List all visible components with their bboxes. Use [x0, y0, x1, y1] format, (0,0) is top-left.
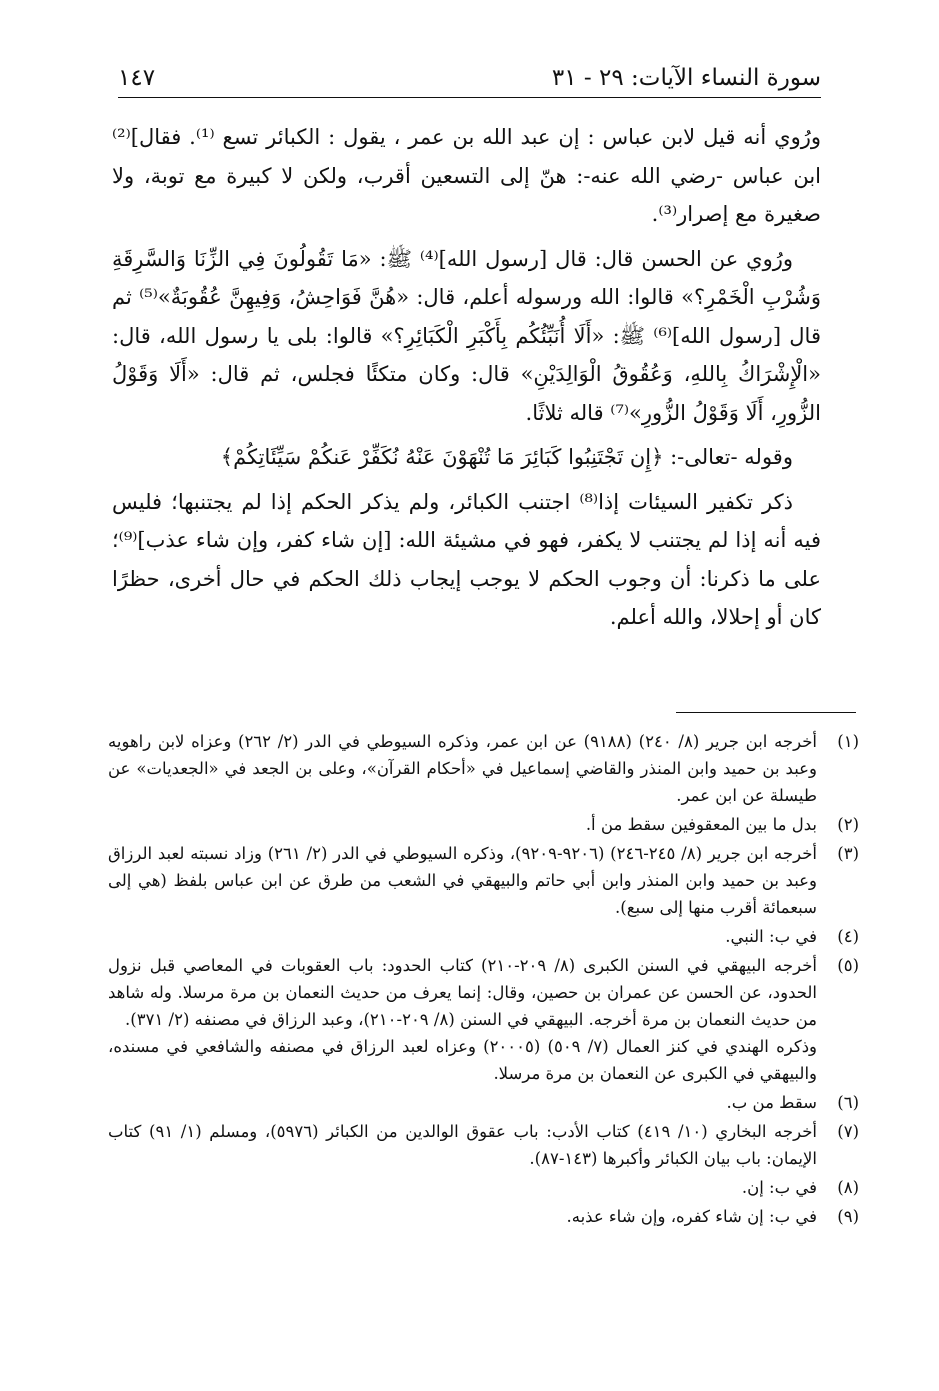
footnote — [108, 1203, 859, 1230]
footnote — [108, 1089, 859, 1116]
running-title: سورة النساء الآيات: ٢٩ - ٣١ — [551, 65, 821, 91]
footnote — [108, 728, 859, 809]
footnote — [108, 952, 859, 1087]
footnote-number: (٣) — [837, 844, 859, 863]
footnote-number: (١) — [837, 732, 859, 751]
footnote-number: (٧) — [837, 1122, 859, 1141]
footnote — [108, 840, 859, 921]
footnote-number: (٥) — [837, 956, 859, 975]
footnote-number: (٤) — [837, 927, 859, 946]
footnote-number: (٦) — [837, 1093, 859, 1112]
footnote — [108, 1118, 859, 1172]
footnote-text: في ب: إن شاء كفره، وإن شاء عذبه. — [566, 1207, 817, 1226]
footnote — [108, 923, 859, 950]
paragraph-quran-verse: وقوله -تعالى-: ﴿إِن تَجْتَنِبُوا كَبَائِرَ مَا تُنْهَوْنَ عَنْهُ نُكَفِّرْ عَنكُمْ سَيِّئَاتِكُمْ﴾ — [220, 445, 793, 469]
footnote-text: أخرجه ابن جرير (٨/ ٢٤٠) (٩١٨٨) عن ابن عمر، وذكره السيوطي في الدر (٢/ ٢٦٢) وعزاه لابن راهويه وعبد بن حميد وابن المنذر والقاضي إسماعيل في «أحكام القرآن»، وعلى بن الجعد في «الجعديات» عن طيسلة عن ابن عمر. — [108, 732, 818, 805]
page-number: ١٤٧ — [118, 65, 156, 91]
footnote-text: في ب: النبي. — [725, 927, 817, 946]
footnotes — [108, 728, 859, 1232]
footnote-text: سقط من ب. — [726, 1093, 817, 1112]
footnote — [108, 811, 859, 838]
paragraph-2: ورُوي عن الحسن قال: قال [رسول الله]⁽⁴⁾ ﷺ: «مَا تَقُولُونَ فِي الزِّنَا وَالسَّرِقَةِ وَشُرْبِ الْخَمْرِ؟» قالوا: الله ورسوله أعلم، قال: «هُنَّ فَوَاحِشُ، وَفِيهِنَّ عُقُوبَةٌ»⁽⁵⁾ ثم قال [رسول الله]⁽⁶⁾ ﷺ: «أَلَا أُنَبِّئُكُم بِأَكْبَرِ الْكَبَائِرِ؟» قالوا: بلى يا رسول الله، قال: «الْإِشْرَاكُ بِاللهِ، وَعُقُوقُ الْوَالِدَيْنِ» قال: وكان متكئًا فجلس، ثم قال: «أَلَا وَقَوْلُ الزُّورِ، أَلَا وَقَوْلُ الزُّورِ»⁽⁷⁾ قاله ثلاثًا. — [112, 246, 821, 425]
page-header — [118, 58, 821, 98]
footnote-text: أخرجه ابن جرير (٨/ ٢٤٥-٢٤٦) (٩٢٠٦-٩٢٠٩)، وذكره السيوطي في الدر (٢/ ٢٦١) وزاد نسبته لعبد الرزاق وعبد بن حميد وابن المنذر وابن أبي حاتم والبيهقي في الشعب من طرق عن ابن عباس بلفظ (هي إلى سبعمائة أقرب منها إلى سبع). — [108, 844, 817, 917]
footnote-number: (٨) — [837, 1178, 859, 1197]
footnote-text: أخرجه البيهقي في السنن الكبرى (٨/ ٢٠٩-٢١٠) كتاب الحدود: باب العقوبات في المعاصي قبل نزول الحدود، عن الحسن عن عمران بن حصين، وقال: إنما يعرف من حديث النعمان بن مرة مرسلا. وله شاهد من حديث النعمان بن مرة أخرجه. البيهقي في السنن (٨/ ٢٠٩-٢١٠)، وعبد الرزاق في مصنفه (٢/ ٣٧١). وذكره الهندي في كنز العمال (٧/ ٥٠٩) (٢٠٠٠٥) وعزاه لعبد الرزاق في مصنفه والشافعي في مسنده، والبيهقي في الكبرى عن النعمان بن مرة مرسلا. — [108, 956, 818, 1083]
footnote-number: (٢) — [837, 815, 859, 834]
footnote — [108, 1174, 859, 1201]
footnote-separator — [676, 712, 856, 713]
main-text — [112, 118, 821, 643]
footnote-text: بدل ما بين المعقوفين سقط من أ. — [585, 815, 817, 834]
footnote-text: في ب: إن. — [741, 1178, 817, 1197]
footnote-text: أخرجه البخاري (١٠/ ٤١٩) كتاب الأدب: باب عقوق الوالدين من الكبائر (٥٩٧٦)، ومسلم (١/ ٩١) كتاب الإيمان: باب بيان الكبائر وأكبرها (١٤٣-٨٧). — [108, 1122, 817, 1168]
paragraph-4: ذكر تكفير السيئات إذا⁽⁸⁾ اجتنب الكبائر، ولم يذكر الحكم إذا لم يجتنبها؛ فليس فيه أنه إذا لم يجتنب لا يكفر، فهو في مشيئة الله: [إن شاء كفر، وإن شاء عذب]⁽⁹⁾؛ على ما ذكرنا: أن وجوب الحكم لا يوجب إيجاب ذلك الحكم في حال أخرى، حظرًا كان أو إحلالا، والله أعلم. — [112, 489, 821, 629]
footnote-number: (٩) — [837, 1207, 859, 1226]
paragraph-1: ورُوي أنه قيل لابن عباس : إن عبد الله بن عمر ، يقول : الكبائر تسع ⁽¹⁾. فقال]⁽²⁾ ابن عباس -رضي الله عنه-: هنّ إلى التسعين أقرب، ولكن لا كبيرة مع توبة، ولا صغيرة مع إصرار⁽³⁾. — [112, 125, 821, 226]
